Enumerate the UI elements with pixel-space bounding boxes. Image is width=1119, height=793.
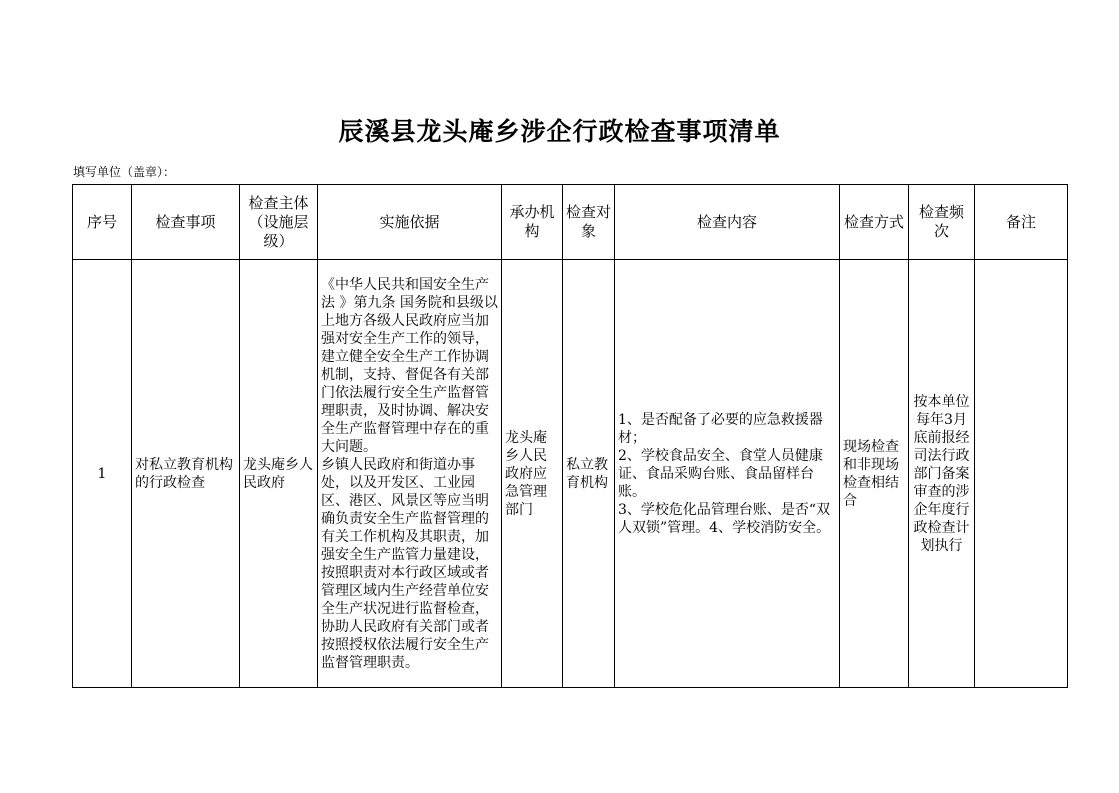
header-item: 检查事项	[132, 185, 240, 260]
header-remark: 备注	[975, 185, 1068, 260]
header-subject: 检查主体（设施层级）	[240, 185, 318, 260]
header-seq: 序号	[73, 185, 132, 260]
basis-paragraph-1: 《中华人民共和国安全生产法 》第九条 国务院和县级以上地方各级人民政府应当加强对安全生产工作的领导，建立健全安全生产工作协调机制，支持、督促各有关部门依法履行安全生产监督管理职责，及时协调、解决安全生产监督管理中存在的重大问题。	[321, 276, 498, 455]
cell-frequency: 按本单位每年3月底前报经司法行政部门备案审查的涉企年度行政检查计划执行	[909, 260, 975, 688]
table-row	[73, 260, 1068, 688]
header-agency: 承办机构	[502, 185, 563, 260]
header-method: 检查方式	[840, 185, 909, 260]
content-line-1: 1、是否配备了必要的应急救援器材；	[618, 411, 823, 446]
cell-basis	[318, 260, 502, 688]
header-content: 检查内容	[615, 185, 840, 260]
cell-method: 现场检查和非现场检查相结合	[840, 260, 909, 688]
basis-paragraph-2: 乡镇人民政府和街道办事处，以及开发区、工业园区、港区、风景区等应当明确负责安全生产监督管理的有关工作机构及其职责，加强安全生产监管力量建设，按照职责对本行政区域或者管理区域内生产经营单位安全生产状况进行监督检查，协助人民政府有关部门或者按照授权依法履行安全生产监督管理职责。	[321, 456, 489, 671]
content-line-3: 3、学校危化品管理台账、是否“双人双锁”管理。4、学校消防安全。	[618, 501, 831, 536]
cell-remark	[975, 260, 1068, 688]
cell-agency: 龙头庵乡人民政府应急管理部门	[502, 260, 563, 688]
cell-object: 私立教育机构	[563, 260, 615, 688]
table-header-row	[73, 185, 1068, 260]
cell-item: 对私立教育机构的行政检查	[132, 260, 240, 688]
header-object: 检查对象	[563, 185, 615, 260]
fill-unit-label: 填写单位（盖章）：	[73, 165, 176, 179]
header-basis: 实施依据	[318, 185, 502, 260]
cell-content	[615, 260, 840, 688]
cell-subject: 龙头庵乡人民政府	[240, 260, 318, 688]
cell-seq: 1	[73, 260, 132, 688]
inspection-table	[72, 184, 1068, 688]
content-line-2: 2、学校食品安全、食堂人员健康证、食品采购台账、食品留样台账。	[618, 447, 823, 500]
header-frequency: 检查频次	[909, 185, 975, 260]
page-title: 辰溪县龙头庵乡涉企行政检查事项清单	[338, 117, 781, 146]
